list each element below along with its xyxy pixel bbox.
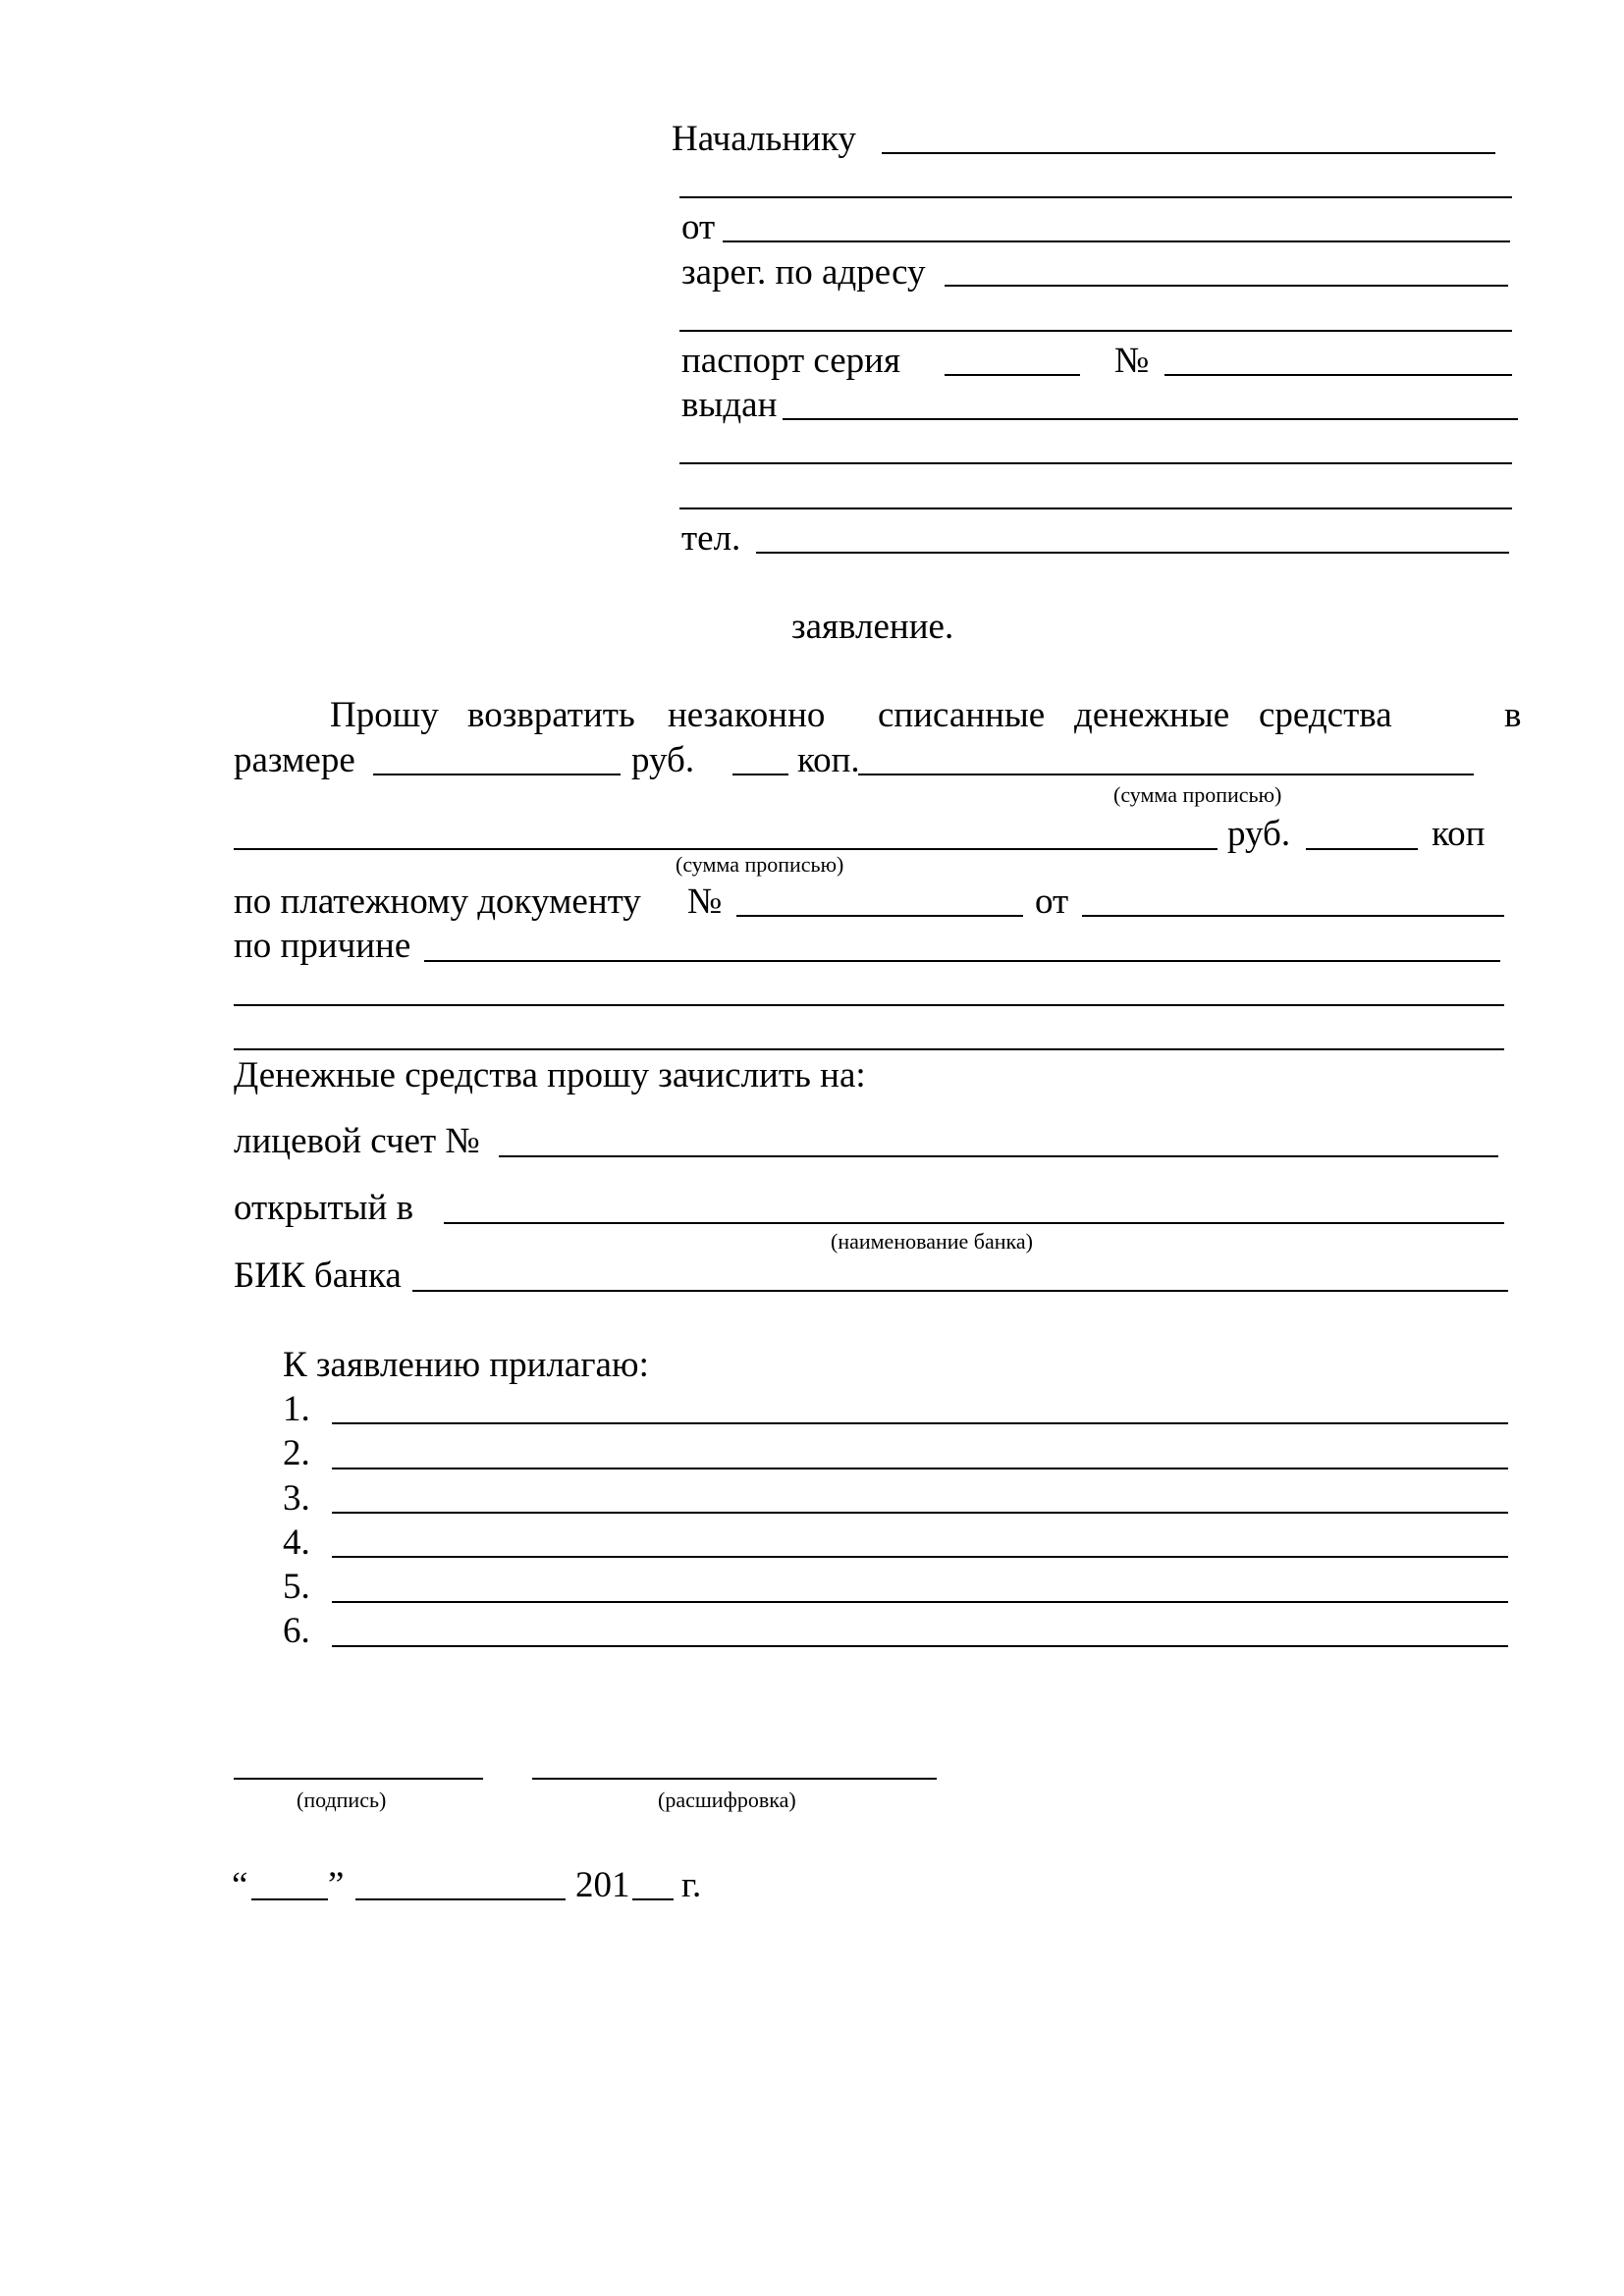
bank-name-hint: (наименование банка) — [831, 1229, 1033, 1254]
request-word: Прошу — [330, 695, 439, 735]
rub-label: руб. — [631, 740, 695, 780]
kop-label: коп. — [797, 740, 860, 780]
date-open-quote: “ — [232, 1865, 248, 1905]
request-word: средства — [1259, 695, 1392, 735]
bik-field[interactable] — [412, 1290, 1508, 1292]
account-label: лицевой счет № — [234, 1121, 480, 1161]
signature-decode-field[interactable] — [532, 1778, 937, 1780]
sum-in-words-field[interactable] — [858, 774, 1474, 775]
passport-number-label: № — [1114, 341, 1150, 381]
issued-field-continued-1[interactable] — [679, 462, 1512, 464]
payment-doc-label: по платежному документу — [234, 881, 641, 922]
request-word: возвратить — [467, 695, 635, 735]
issued-label: выдан — [681, 385, 778, 425]
document-title: заявление. — [791, 607, 954, 647]
date-year-suffix: г. — [681, 1865, 702, 1905]
payment-number-field[interactable] — [736, 915, 1023, 917]
payment-number-label: № — [687, 881, 723, 922]
request-word: в — [1504, 695, 1522, 735]
address-field-continued[interactable] — [679, 330, 1512, 332]
request-word: денежные — [1074, 695, 1230, 735]
passport-series-label: паспорт серия — [681, 341, 900, 381]
opened-in-label: открытый в — [234, 1188, 414, 1228]
attachment-field[interactable] — [332, 1512, 1508, 1514]
account-field[interactable] — [499, 1155, 1498, 1157]
address-field[interactable] — [945, 285, 1508, 287]
crediting-heading: Денежные средства прошу зачислить на: — [234, 1055, 866, 1095]
sum-in-words-hint: (сумма прописью) — [676, 852, 844, 877]
bik-label: БИК банка — [234, 1255, 402, 1296]
attachment-field[interactable] — [332, 1422, 1508, 1424]
date-year-field[interactable] — [632, 1898, 674, 1900]
reason-field[interactable] — [424, 960, 1500, 962]
reason-field-continued-1[interactable] — [234, 1004, 1504, 1006]
address-label: зарег. по адресу — [681, 252, 926, 293]
attachments-heading: К заявлению прилагаю: — [283, 1345, 649, 1385]
date-year-prefix: 201 — [575, 1865, 630, 1905]
phone-field[interactable] — [756, 552, 1509, 554]
passport-series-field[interactable] — [945, 374, 1080, 376]
to-label: Начальнику — [672, 119, 856, 159]
attachment-field[interactable] — [332, 1601, 1508, 1603]
date-month-field[interactable] — [355, 1898, 566, 1900]
attachment-number: 3. — [283, 1478, 310, 1519]
payment-date-field[interactable] — [1082, 915, 1504, 917]
date-close-quote: ” — [328, 1865, 345, 1905]
attachment-number: 2. — [283, 1433, 310, 1473]
passport-number-field[interactable] — [1164, 374, 1512, 376]
amount-rub-field[interactable] — [373, 774, 621, 775]
rub-label: руб. — [1227, 814, 1291, 854]
from-field[interactable] — [723, 240, 1510, 242]
payment-date-label: от — [1035, 881, 1069, 922]
date-day-field[interactable] — [251, 1898, 328, 1900]
signature-decode-hint: (расшифровка) — [658, 1788, 796, 1812]
to-field[interactable] — [882, 152, 1495, 154]
phone-label: тел. — [681, 518, 741, 559]
sum-in-words-hint: (сумма прописью) — [1113, 782, 1282, 807]
signature-field[interactable] — [234, 1778, 483, 1780]
kop-label: коп — [1432, 814, 1486, 854]
reason-label: по причине — [234, 926, 411, 966]
amount-kop-field-2[interactable] — [1306, 848, 1418, 850]
to-field-continued[interactable] — [679, 196, 1512, 198]
request-word: списанные — [878, 695, 1046, 735]
attachment-number: 4. — [283, 1522, 310, 1563]
issued-field[interactable] — [783, 418, 1518, 420]
attachment-field[interactable] — [332, 1468, 1508, 1469]
attachment-number: 5. — [283, 1567, 310, 1607]
reason-field-continued-2[interactable] — [234, 1048, 1504, 1050]
sum-in-words-field-continued[interactable] — [234, 848, 1218, 850]
attachment-field[interactable] — [332, 1645, 1508, 1647]
attachment-field[interactable] — [332, 1556, 1508, 1558]
attachment-number: 6. — [283, 1611, 310, 1651]
amount-kop-field[interactable] — [732, 774, 788, 775]
signature-hint: (подпись) — [297, 1788, 387, 1812]
attachment-number: 1. — [283, 1389, 310, 1429]
bank-name-field[interactable] — [444, 1222, 1504, 1224]
issued-field-continued-2[interactable] — [679, 507, 1512, 509]
from-label: от — [681, 207, 716, 247]
amount-label: размере — [234, 740, 355, 780]
request-word: незаконно — [668, 695, 826, 735]
